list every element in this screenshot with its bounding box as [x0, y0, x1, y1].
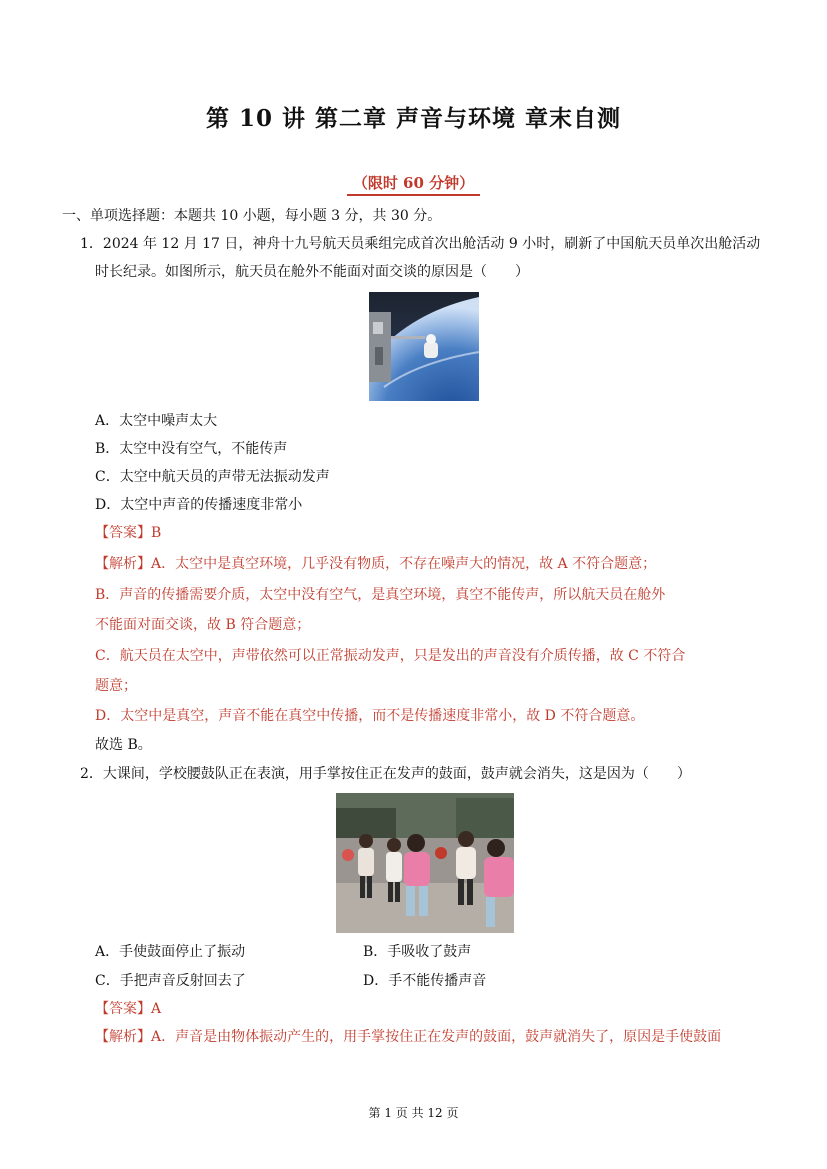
- time-limit-text: （限时 60 分钟）: [347, 174, 480, 196]
- q1-stem-line2: 时长纪录。如图所示，航天员在舱外不能面对面交谈的原因是（ ）: [95, 264, 529, 280]
- q2-analysis-label: 【解析】: [95, 1029, 151, 1045]
- q2-option-b: B．手吸收了鼓声: [363, 944, 472, 960]
- q2-option-c: C．手把声音反射回去了: [95, 973, 246, 989]
- q2-analysis-a-text: A．声音是由物体振动产生的，用手掌按住正在发声的鼓面，鼓声就消失了，原因是手使鼓面: [151, 1029, 722, 1045]
- q2-stem: 2．大课间，学校腰鼓队正在表演，用手掌按住正在发声的鼓面，鼓声就会消失，这是因为（ ）: [80, 766, 691, 782]
- astronaut-spacewalk-image: [369, 292, 479, 401]
- q1-analysis-b2: 不能面对面交谈，故 B 符合题意；: [95, 617, 311, 633]
- q2-option-a: A．手使鼓面停止了振动: [95, 944, 246, 960]
- q2-analysis-a: [95, 1027, 721, 1047]
- page-title: 第 10 讲 第二章 声音与环境 章末自测: [205, 105, 622, 132]
- q2-option-d: D．手不能传播声音: [363, 973, 487, 989]
- q1-answer-label: 【答案】: [95, 525, 151, 541]
- q2-answer: [95, 999, 161, 1019]
- time-limit: [0, 172, 827, 193]
- q1-option-d: D．太空中声音的传播速度非常小: [95, 497, 303, 513]
- q1-analysis-c1: C．航天员在太空中，声带依然可以正常振动发声，只是发出的声音没有介质传播，故 C 不符合: [95, 648, 686, 664]
- q2-answer-label: 【答案】: [95, 1001, 151, 1017]
- q1-stem-line1: 1．2024 年 12 月 17 日，神舟十九号航天员乘组完成首次出舱活动 9 小时，刷新了中国航天员单次出舱活动: [80, 236, 761, 252]
- q1-answer-value: B: [151, 525, 162, 541]
- q1-analysis-c2: 题意；: [95, 678, 137, 694]
- q1-analysis-b1: B．声音的传播需要介质，太空中没有空气，是真空环境，真空不能传声，所以航天员在舱外: [95, 587, 666, 603]
- q1-analysis-d: D．太空中是真空，声音不能在真空中传播，而不是传播速度非常小，故 D 不符合题意。: [95, 708, 645, 724]
- page-footer: 第 1 页 共 12 页: [368, 1106, 459, 1120]
- q2-answer-value: A: [151, 1001, 162, 1017]
- q1-analysis-label: 【解析】: [95, 556, 151, 572]
- q1-answer: [95, 523, 161, 543]
- q1-option-b: B．太空中没有空气，不能传声: [95, 441, 288, 457]
- section-heading: 一、单项选择题：本题共 10 小题，每小题 3 分，共 30 分。: [62, 208, 442, 224]
- q1-conclusion: 故选 B。: [95, 737, 152, 753]
- drum-team-image: [336, 793, 514, 933]
- q1-option-c: C．太空中航天员的声带无法振动发声: [95, 469, 330, 485]
- q1-option-a: A．太空中噪声太大: [95, 413, 218, 429]
- q1-analysis-a: [95, 554, 656, 574]
- q1-analysis-a-text: A．太空中是真空环境，几乎没有物质，不存在噪声大的情况，故 A 不符合题意；: [151, 556, 657, 572]
